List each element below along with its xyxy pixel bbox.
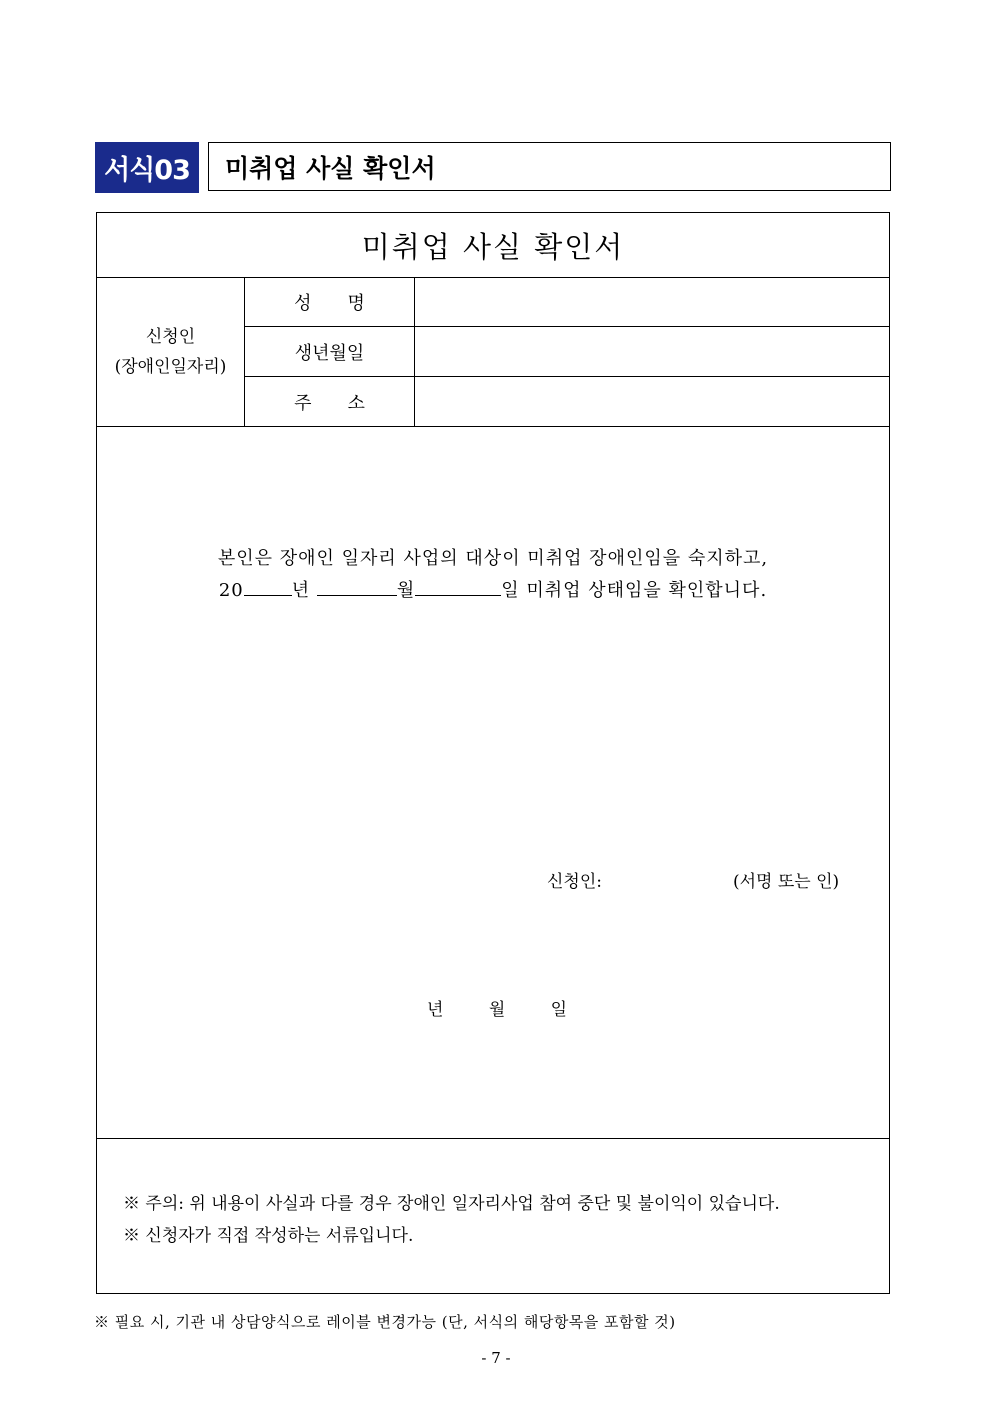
statement-suffix: 일 미취업 상태임을 확인합니다.	[501, 580, 768, 601]
birthdate-field[interactable]	[416, 327, 889, 376]
applicant-label-line2: (장애인일자리)	[114, 356, 227, 377]
month-blank[interactable]	[317, 577, 397, 596]
name-label: 성 명	[245, 277, 415, 326]
notice-item: ※ 신청자가 직접 작성하는 서류입니다.	[123, 1226, 414, 1246]
form-number-badge: 서식03	[95, 142, 199, 193]
address-label: 주 소	[245, 377, 415, 426]
name-field[interactable]	[416, 277, 889, 326]
day-blank[interactable]	[415, 577, 501, 596]
form-title: 미취업 사실 확인서	[97, 213, 889, 278]
applicant-label-line1: 신청인	[145, 326, 196, 347]
page-title: 미취업 사실 확인서	[208, 142, 891, 191]
statement-line2	[97, 575, 889, 607]
confirmation-form	[96, 212, 890, 1294]
year-prefix: 20	[218, 580, 244, 601]
statement-line1: 본인은 장애인 일자리 사업의 대상이 미취업 장애인임을 숙지하고,	[217, 548, 769, 569]
signer-label: 신청인:	[547, 872, 602, 892]
date-line: 년 월 일	[427, 1000, 568, 1020]
section-divider	[97, 426, 889, 427]
notice-item: ※ 주의: 위 내용이 사실과 다를 경우 장애인 일자리사업 참여 중단 및 불이익이 있습니다.	[123, 1194, 780, 1214]
notice-section	[97, 1138, 889, 1294]
signature-note: (서명 또는 인)	[733, 872, 840, 892]
month-label: 월	[396, 580, 416, 601]
applicant-label	[97, 277, 245, 426]
birthdate-label: 생년월일	[245, 327, 415, 376]
year-blank[interactable]	[244, 577, 292, 596]
confirmation-statement	[97, 543, 889, 607]
address-field[interactable]	[416, 377, 889, 426]
year-label: 년	[291, 580, 311, 601]
footnote: ※ 필요 시, 기관 내 상담양식으로 레이블 변경가능 (단, 서식의 해당항목을 포함할 것)	[94, 1313, 676, 1331]
page-number: - 7 -	[481, 1349, 511, 1367]
